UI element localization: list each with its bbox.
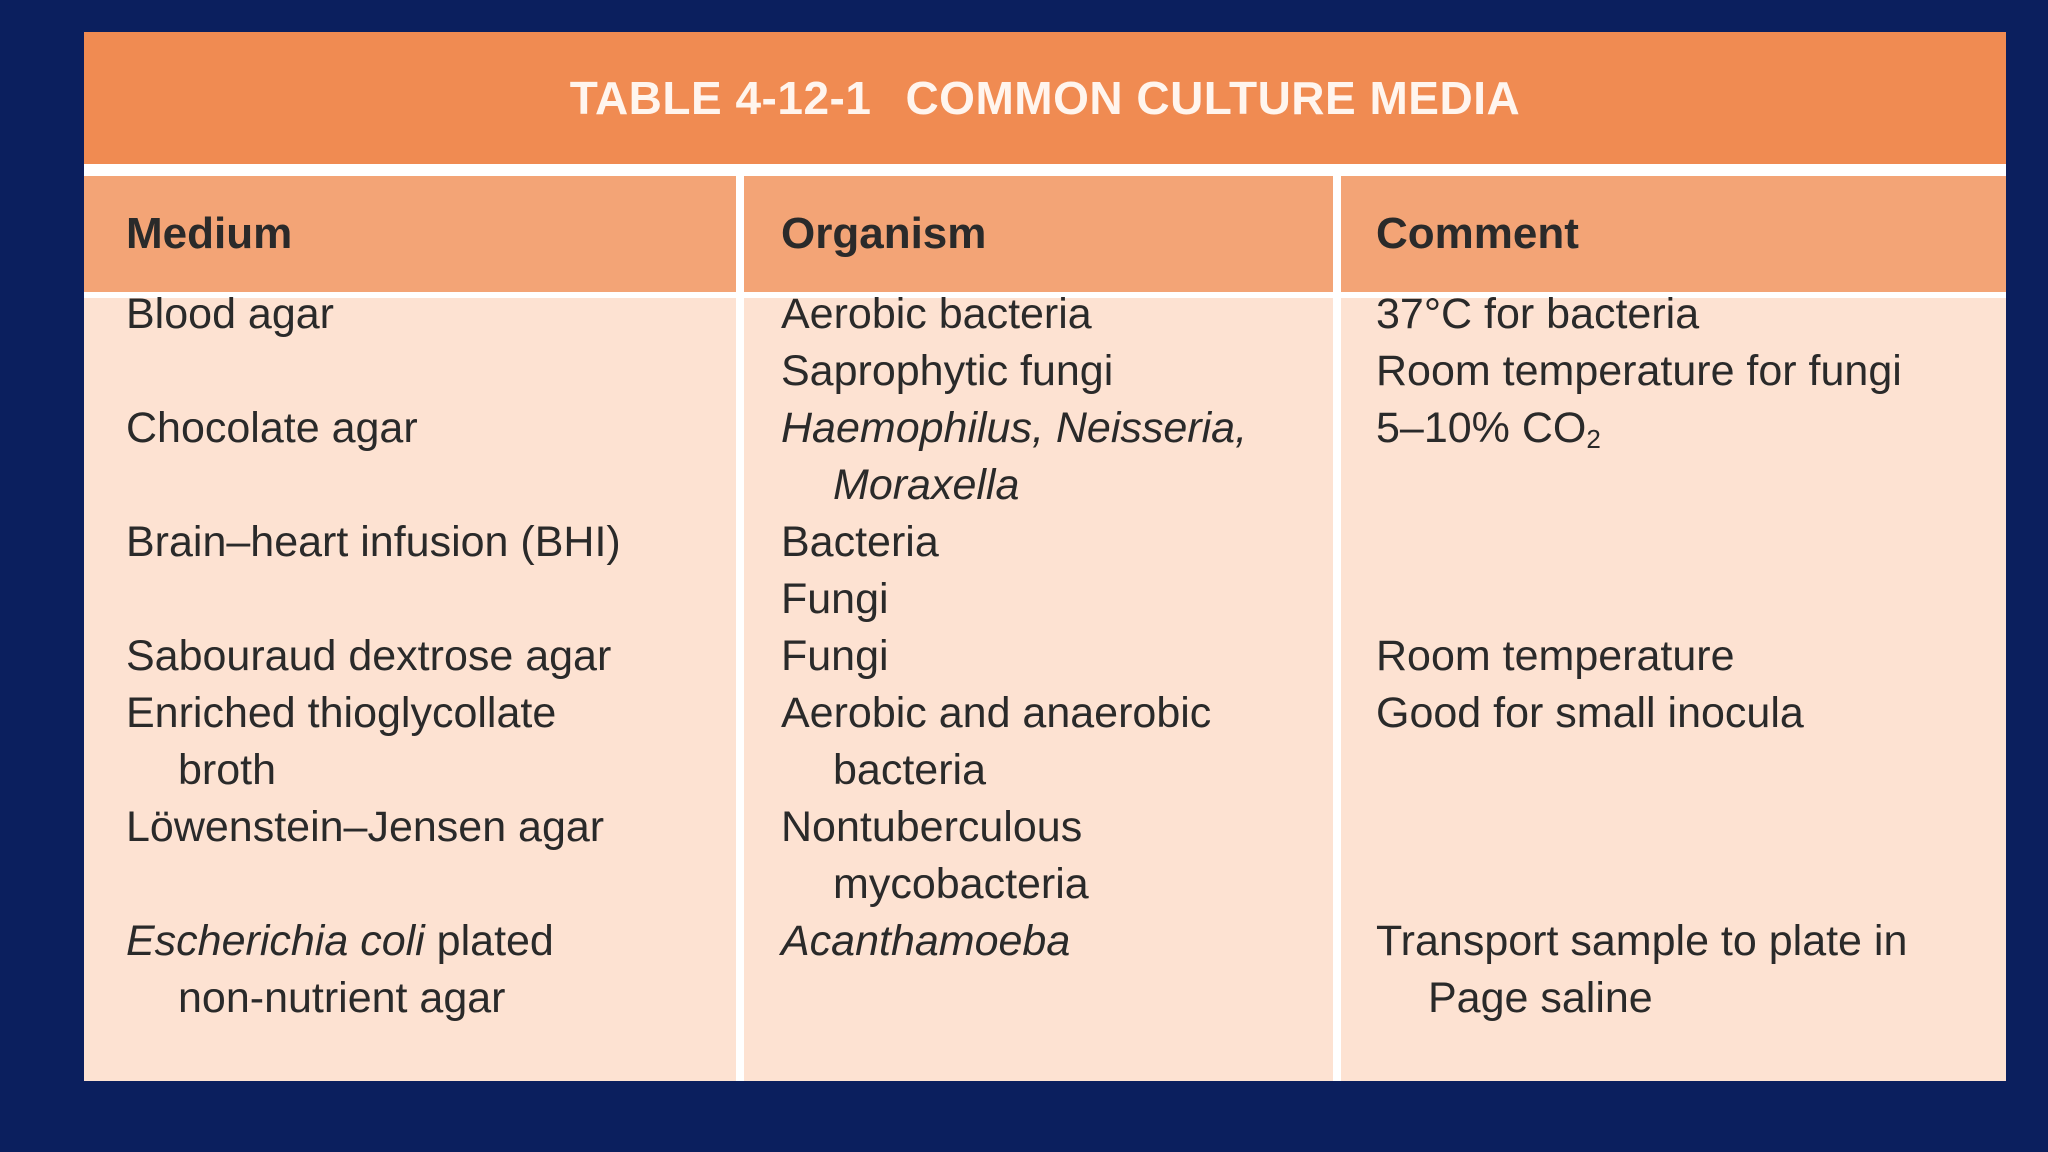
organism-cell: Moraxella	[833, 461, 1020, 509]
comment-cell: Good for small inocula	[1376, 689, 1804, 737]
co2-label: 5–10% CO	[1376, 404, 1587, 452]
header-row	[84, 176, 2006, 298]
comment-column	[1376, 286, 1907, 1027]
organism-column	[781, 286, 1247, 970]
medium-cell-italic: Escherichia coli	[126, 917, 425, 965]
organism-cell: Haemophilus, Neisseria,	[781, 404, 1248, 452]
column-divider	[736, 176, 744, 1081]
table-number: TABLE 4-12-1	[569, 72, 872, 124]
organism-cell: Fungi	[781, 575, 889, 623]
medium-cell: Sabouraud dextrose agar	[126, 632, 612, 680]
comment-cell: 37°C for bacteria	[1376, 290, 1700, 338]
medium-cell: non-nutrient agar	[178, 974, 506, 1022]
column-header-comment: Comment	[1376, 209, 1579, 258]
organism-cell: Fungi	[781, 632, 889, 680]
organism-cell: Aerobic and anaerobic	[781, 689, 1212, 737]
title-separator	[84, 164, 2006, 176]
column-divider	[1333, 176, 1341, 1081]
comment-cell: Page saline	[1428, 974, 1653, 1022]
column-header-medium: Medium	[126, 209, 293, 258]
medium-cell: Chocolate agar	[126, 404, 418, 452]
medium-cell	[126, 913, 621, 970]
co2-subscript: 2	[1586, 424, 1601, 454]
comment-cell: Transport sample to plate in	[1376, 917, 1908, 965]
medium-column	[126, 286, 621, 1027]
organism-cell: Bacteria	[781, 518, 939, 566]
table-title-text: COMMON CULTURE MEDIA	[905, 72, 1521, 124]
organism-cell: Aerobic bacteria	[781, 290, 1092, 338]
organism-cell: Saprophytic fungi	[781, 347, 1114, 395]
medium-cell: Enriched thioglycollate	[126, 689, 557, 737]
column-header-organism: Organism	[781, 209, 987, 258]
organism-cell: Nontuberculous	[781, 803, 1083, 851]
medium-cell: Brain–heart infusion (BHI)	[126, 518, 621, 566]
comment-cell	[1376, 400, 1907, 457]
comment-cell: Room temperature for fungi	[1376, 347, 1902, 395]
organism-cell: Acanthamoeba	[781, 917, 1071, 965]
organism-cell: mycobacteria	[833, 860, 1089, 908]
culture-media-table	[84, 32, 2006, 1081]
medium-cell: Blood agar	[126, 290, 334, 338]
organism-cell: bacteria	[833, 746, 986, 794]
medium-cell: broth	[178, 746, 277, 794]
medium-cell-rest: plated	[424, 917, 554, 965]
medium-cell: Löwenstein–Jensen agar	[126, 803, 605, 851]
table-title	[84, 32, 2006, 164]
comment-cell: Room temperature	[1376, 632, 1735, 680]
